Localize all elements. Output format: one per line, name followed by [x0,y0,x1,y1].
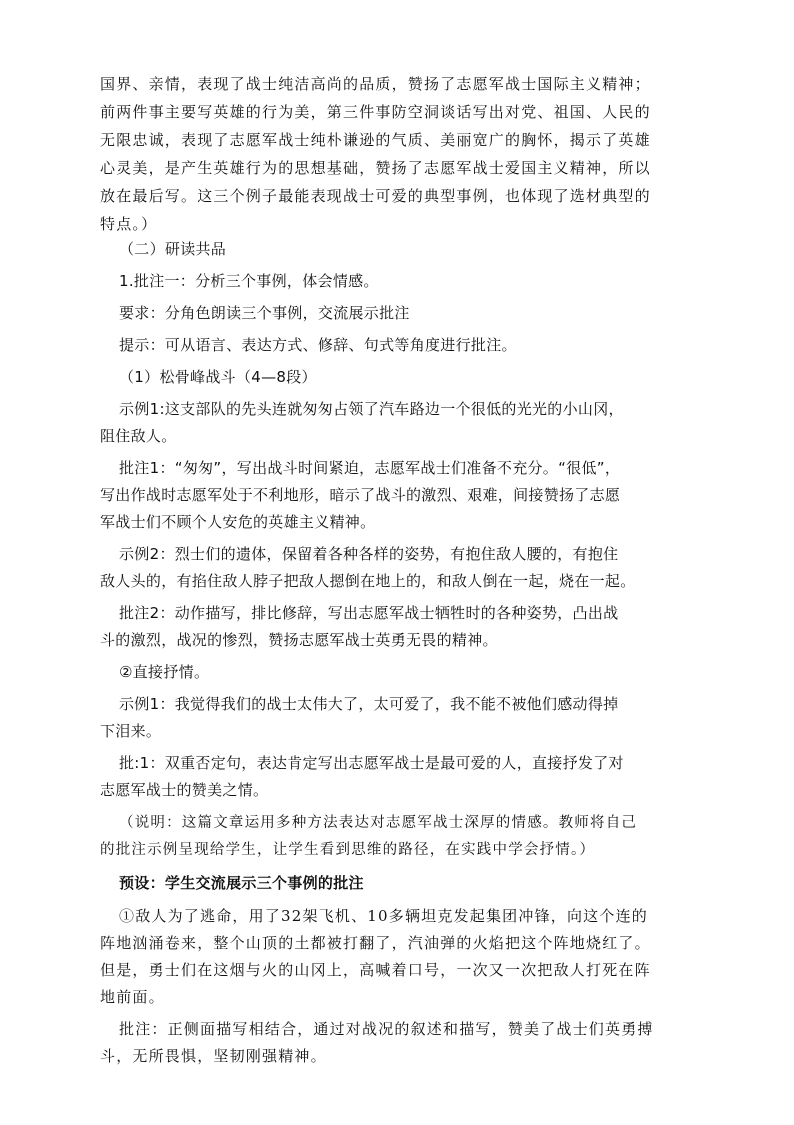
note-line: 志愿军战士的赞美之情。 [100,781,269,799]
preset-note-line: 批注：正侧面描写相结合，通过对战况的叙述和描写，赞美了战士们英勇搏 [119,1020,654,1038]
direct-lyric-title: ②直接抒情。 [119,663,210,681]
requirement-text: 要求：分角色朗读三个事例，交流展示批注 [119,304,410,322]
preset-note-line: 斗，无所畏惧，坚韧刚强精神。 [100,1047,327,1065]
note-line: 写出作战时志愿军处于不利地形，暗示了战斗的激烈、艰难，间接赞扬了志愿 [100,486,621,504]
text-line: 无限忠诚，表现了志愿军战士纯朴谦逊的气质、美丽宽广的胸怀，揭示了英雄 [100,131,651,149]
example-line: 示例2：烈士们的遗体，保留着各种各样的姿势，有抱住敌人腰的，有抱住 [119,545,619,563]
section-title: （二）研读共品 [119,240,227,258]
annotation-title: 1.批注一：分析三个事例，体会情感。 [119,272,379,290]
example-line: 阻住敌人。 [100,427,177,445]
note-line: 批注2：动作描写，排比修辞，写出志愿军战士牺牲时的各种姿势，凸出战 [119,604,619,622]
note-line: 批:1：双重否定句，表达肯定写出志愿军战士是最可爱的人，直接抒发了对 [119,754,624,772]
preset-line: ①敌人为了逃命，用了32架飞机、10多辆坦克发起集团冲锋，向这个连的 [119,907,648,925]
text-line: 前两件事主要写英雄的行为美，第三件事防空洞谈话写出对党、祖国、人民的 [100,103,651,121]
preset-line: 但是，勇士们在这烟与火的山冈上，高喊着口号，一次又一次把敌人打死在阵 [100,961,651,979]
note-line: 军战士们不顾个人安危的英雄主义精神。 [100,513,376,531]
preset-line: 地前面。 [100,988,165,1006]
preset-title: 预设：学生交流展示三个事例的批注 [119,874,364,892]
explain-line: （说明：这篇文章运用多种方法表达对志愿军战士深厚的情感。教师将自己 [119,815,638,831]
explain-line: 的批注示例呈现给学生，让学生看到思维的路径，在实践中学会抒情。） [100,842,596,858]
note-line: 批注1：“匆匆”，写出战斗时间紧迫，志愿军战士们准备不充分。“很低”， [119,459,621,477]
text-line: 国界、亲情，表现了战士纯洁高尚的品质，赞扬了志愿军战士国际主义精神； [100,75,651,93]
text-line: 特点。） [100,215,158,233]
example-line: 示例1：我觉得我们的战士太伟大了，太可爱了，我不能不被他们感动得掉 [119,695,619,713]
text-line: 心灵美，是产生英雄行为的思想基础，赞扬了志愿军战士爱国主义精神，所以 [100,159,651,177]
sub-title: （1）松骨峰战斗（4—8段） [119,368,317,386]
hint-text: 提示：可从语言、表达方式、修辞、句式等角度进行批注。 [119,336,517,354]
example-line: 示例1:这支部队的先头连就匆匆占领了汽车路边一个很低的光光的小山冈， [119,400,624,418]
example-line: 敌人头的，有掐住敌人脖子把敌人摁倒在地上的，和敌人倒在一起，烧在一起。 [100,572,636,590]
preset-line: 阵地汹涌卷来，整个山顶的土都被打翻了，汽油弹的火焰把这个阵地烧红了。 [100,934,651,952]
example-line: 下泪来。 [100,722,162,740]
text-line: 放在最后写。这三个例子最能表现战士可爱的典型事例，也体现了选材典型的 [100,187,651,205]
note-line: 斗的激烈，战况的惨烈，赞扬志愿军战士英勇无畏的精神。 [100,631,498,649]
